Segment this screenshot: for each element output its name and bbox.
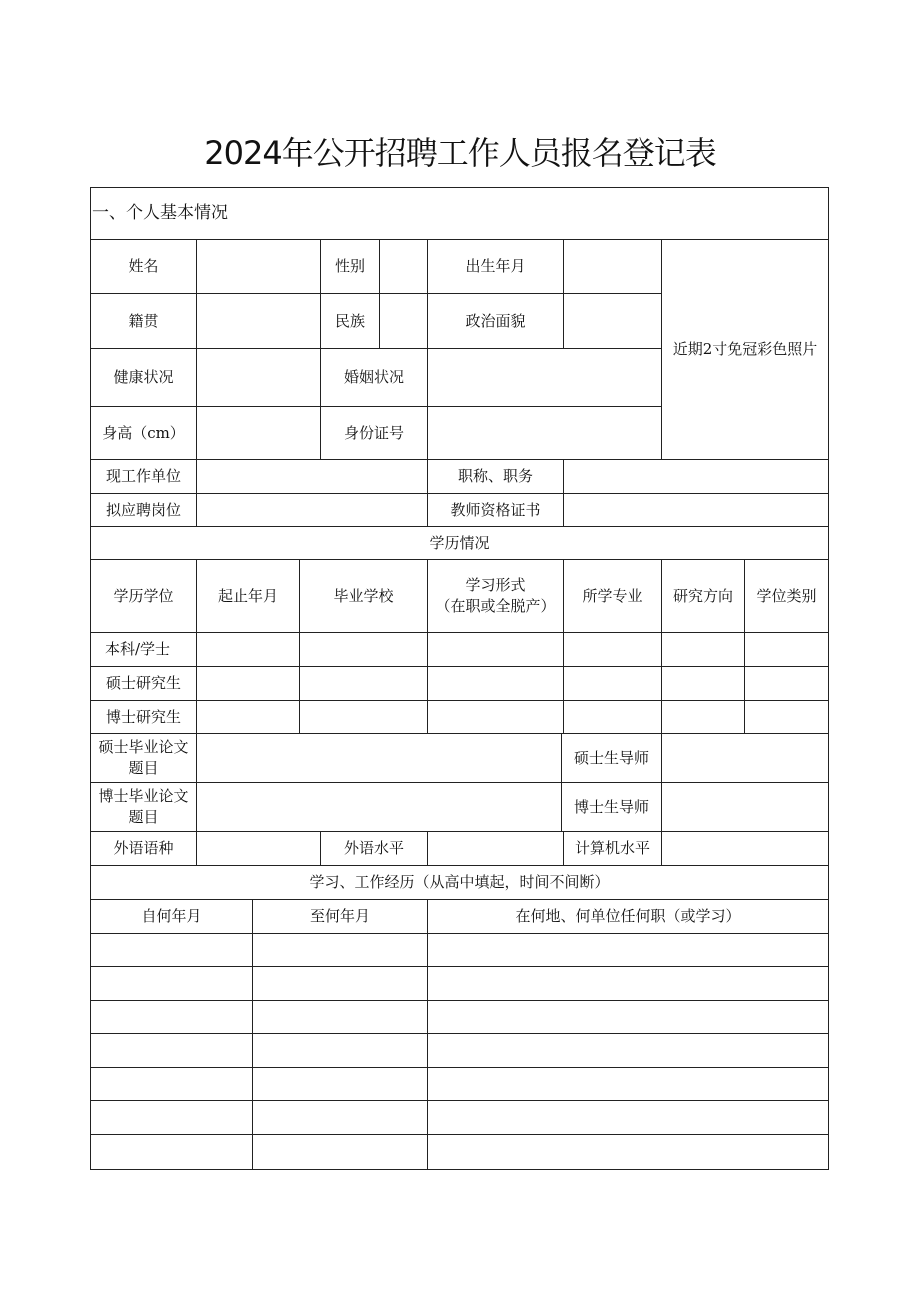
edu-cell[interactable] [428,667,564,701]
field-employer[interactable] [197,460,428,494]
label-id-number: 身份证号 [321,407,428,460]
exp-cell-position[interactable] [428,1034,828,1068]
photo-box[interactable]: 近期2寸免冠彩色照片 [662,240,828,460]
label-foreign-level: 外语水平 [321,832,428,866]
exp-cell-position[interactable] [428,1068,828,1101]
label-health: 健康状况 [91,349,197,407]
col-study-form-line2: （在职或全脱产） [435,597,556,615]
field-birth[interactable] [564,240,662,294]
field-master-thesis[interactable] [197,734,562,783]
edu-cell[interactable] [300,633,428,667]
field-master-advisor[interactable] [662,734,828,783]
field-position-applied[interactable] [197,494,428,527]
exp-cell-from[interactable] [91,1101,253,1135]
edu-cell[interactable] [745,633,828,667]
field-phd-thesis[interactable] [197,783,562,832]
edu-cell[interactable] [662,633,745,667]
label-native-place: 籍贯 [91,294,197,349]
exp-cell-position[interactable] [428,934,828,967]
label-phd-thesis [91,783,197,832]
label-employer: 现工作单位 [91,460,197,494]
label-gender: 性别 [321,240,380,294]
field-id-number[interactable] [428,407,662,460]
exp-cell-position[interactable] [428,967,828,1001]
col-to: 至何年月 [253,900,428,934]
col-period: 起止年月 [197,560,300,633]
exp-cell-from[interactable] [91,967,253,1001]
field-native-place[interactable] [197,294,321,349]
field-height[interactable] [197,407,321,460]
field-name[interactable] [197,240,321,294]
label-birth: 出生年月 [428,240,564,294]
edu-cell[interactable] [745,667,828,701]
field-teacher-cert[interactable] [564,494,828,527]
field-political-status[interactable] [564,294,662,349]
edu-row-label: 本科/学士 [91,633,197,667]
edu-cell[interactable] [564,633,662,667]
edu-cell[interactable] [300,701,428,734]
edu-cell[interactable] [564,701,662,734]
exp-cell-to[interactable] [253,1001,428,1034]
label-ethnicity: 民族 [321,294,380,349]
field-ethnicity[interactable] [380,294,428,349]
edu-cell[interactable] [197,633,300,667]
exp-cell-to[interactable] [253,1101,428,1135]
exp-cell-from[interactable] [91,1034,253,1068]
label-marital: 婚姻状况 [321,349,428,407]
edu-cell[interactable] [428,701,564,734]
exp-cell-to[interactable] [253,1034,428,1068]
label-phd-thesis-line1: 博士毕业论文 [98,787,189,805]
exp-cell-position[interactable] [428,1001,828,1034]
label-master-thesis [91,734,197,783]
label-political-status: 政治面貌 [428,294,564,349]
field-foreign-lang[interactable] [197,832,321,866]
exp-cell-from[interactable] [91,1001,253,1034]
col-study-form-line1: 学习形式 [465,576,526,594]
edu-cell[interactable] [662,701,745,734]
field-job-title[interactable] [564,460,828,494]
edu-cell[interactable] [197,667,300,701]
label-teacher-cert: 教师资格证书 [428,494,564,527]
field-marital[interactable] [428,349,662,407]
page-title: 2024年公开招聘工作人员报名登记表 [204,134,716,172]
field-phd-advisor[interactable] [662,783,828,832]
col-research: 研究方向 [662,560,745,633]
label-phd-advisor: 博士生导师 [562,783,662,832]
edu-cell[interactable] [564,667,662,701]
field-computer-level[interactable] [662,832,828,866]
exp-cell-to[interactable] [253,1068,428,1101]
exp-cell-to[interactable] [253,967,428,1001]
label-height: 身高（cm） [91,407,197,460]
label-job-title: 职称、职务 [428,460,564,494]
education-heading: 学历情况 [91,527,828,560]
exp-cell-to[interactable] [253,1135,428,1169]
col-degree-type: 学位类别 [745,560,828,633]
exp-cell-from[interactable] [91,1068,253,1101]
field-gender[interactable] [380,240,428,294]
label-master-thesis-line1: 硕士毕业论文 [98,738,189,756]
experience-heading: 学习、工作经历（从高中填起，时间不间断） [91,866,828,900]
col-from: 自何年月 [91,900,253,934]
edu-cell[interactable] [428,633,564,667]
exp-cell-position[interactable] [428,1101,828,1135]
field-health[interactable] [197,349,321,407]
label-master-thesis-line2: 题目 [128,759,159,777]
edu-cell[interactable] [662,667,745,701]
edu-row-label: 硕士研究生 [91,667,197,701]
edu-cell[interactable] [197,701,300,734]
exp-cell-to[interactable] [253,934,428,967]
exp-cell-position[interactable] [428,1135,828,1169]
col-school: 毕业学校 [300,560,428,633]
exp-cell-from[interactable] [91,1135,253,1169]
label-name: 姓名 [91,240,197,294]
edu-row-label: 博士研究生 [91,701,197,734]
label-foreign-lang: 外语语种 [91,832,197,866]
col-position: 在何地、何单位任何职（或学习） [428,900,828,934]
label-master-advisor: 硕士生导师 [562,734,662,783]
edu-cell[interactable] [745,701,828,734]
label-computer-level: 计算机水平 [564,832,662,866]
exp-cell-from[interactable] [91,934,253,967]
section-heading: 一、个人基本情况 [91,188,828,240]
label-position-applied: 拟应聘岗位 [91,494,197,527]
col-study-form [428,560,564,633]
col-major: 所学专业 [564,560,662,633]
label-phd-thesis-line2: 题目 [128,808,159,826]
edu-cell[interactable] [300,667,428,701]
registration-form [90,187,829,1170]
col-degree: 学历学位 [91,560,197,633]
field-foreign-level[interactable] [428,832,564,866]
